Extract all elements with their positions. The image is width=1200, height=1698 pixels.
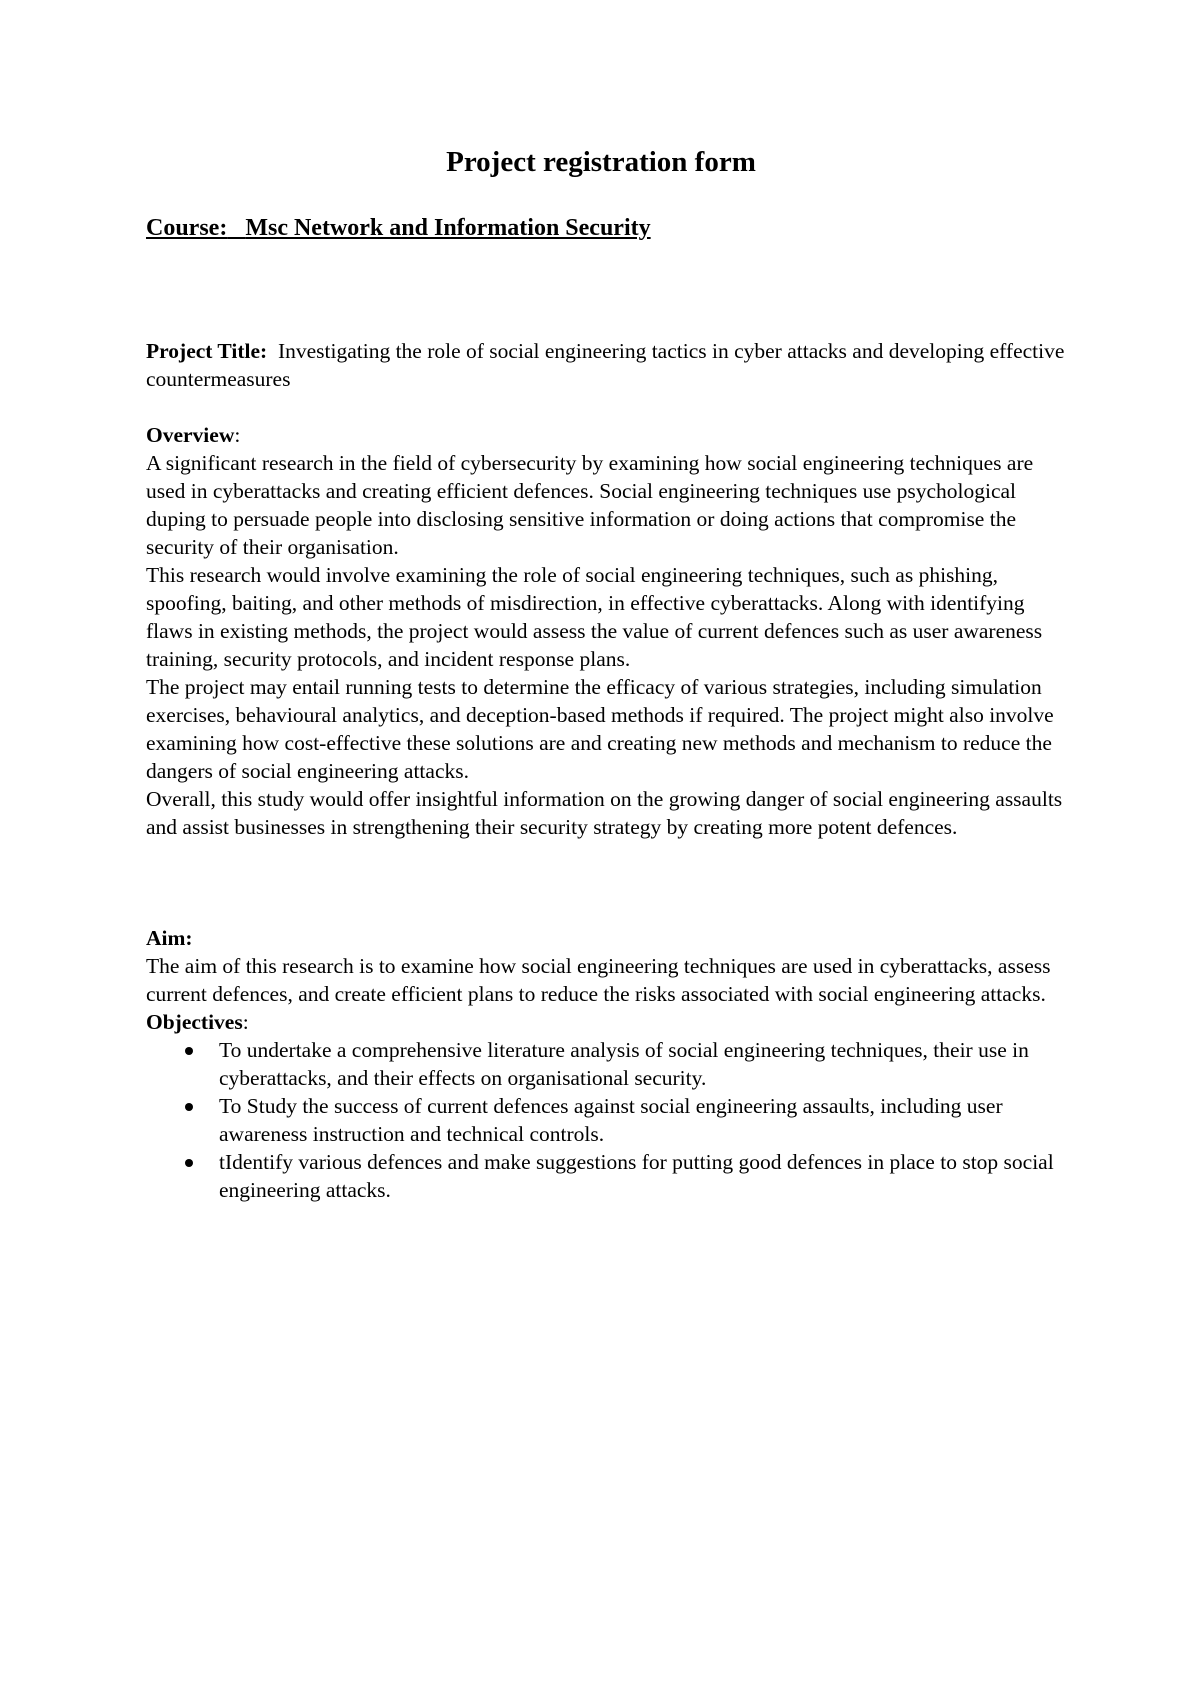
page-title: Project registration form <box>446 146 756 178</box>
course-line <box>146 215 651 242</box>
course-gap <box>227 215 245 241</box>
overview-paragraph: Overall, this study would offer insightful information on the growing danger of social engineering assaults and assist businesses in strengthening their security strategy by creating more potent defences. <box>146 787 1063 839</box>
objective-text: To undertake a comprehensive literature analysis of social engineering techniques, their use in cyberattacks, and their effects on organisational security. <box>219 1038 1029 1090</box>
objectives-colon: : <box>242 1010 249 1034</box>
overview-paragraph: The project may entail running tests to determine the efficacy of various strategies, including simulation exercises, behavioural analytics, and deception-based methods if required. The project might also involve examining how cost-effective these solutions are and creating new methods and mechanism to reduce the dangers of social engineering attacks. <box>146 675 1054 783</box>
overview-paragraph: A significant research in the field of cybersecurity by examining how social engineering techniques are used in cyberattacks and creating efficient defences. Social engineering techniques use psychological duping to persuade people into disclosing sensitive information or doing actions that compromise the security of their organisation. <box>146 451 1034 559</box>
objectives-label: Objectives <box>146 1010 243 1034</box>
project-title-label: Project Title: <box>146 339 268 363</box>
bullet-icon <box>185 1103 193 1111</box>
objective-text: To Study the success of current defences against social engineering assaults, including user awareness instruction and technical controls. <box>219 1094 1003 1146</box>
overview-paragraph: This research would involve examining the role of social engineering techniques, such as phishing, spoofing, baiting, and other methods of misdirection, in effective cyberattacks. Along with identifying flaws in existing methods, the project would assess the value of current defences such as user awareness training, security protocols, and incident response plans. <box>146 563 1043 671</box>
objectives-list <box>146 1036 1066 1204</box>
overview-heading <box>146 421 1066 449</box>
objective-text: tIdentify various defences and make suggestions for putting good defences in place to stop social engineering attacks. <box>219 1150 1054 1202</box>
overview-section <box>146 421 1066 841</box>
project-title-line <box>146 337 1066 393</box>
objective-item <box>146 1092 1066 1148</box>
bullet-icon <box>185 1047 193 1055</box>
overview-colon: : <box>234 423 241 447</box>
aim-text: The aim of this research is to examine how social engineering techniques are used in cyberattacks, assess current defences, and create efficient plans to reduce the risks associated with social engineering attacks. <box>146 954 1051 1006</box>
objective-item <box>146 1036 1066 1092</box>
objective-item <box>146 1148 1066 1204</box>
bullet-icon <box>185 1159 193 1167</box>
course-value: Msc Network and Information Security <box>245 215 651 241</box>
objectives-heading <box>146 1008 1066 1036</box>
overview-label: Overview <box>146 423 235 447</box>
project-title-section <box>146 337 1066 393</box>
project-title-value: Investigating the role of social engineering tactics in cyber attacks and developing effective countermeasures <box>146 339 1065 391</box>
aim-label: Aim: <box>146 926 193 950</box>
aim-section <box>146 924 1066 1204</box>
course-label: Course: <box>146 215 228 241</box>
